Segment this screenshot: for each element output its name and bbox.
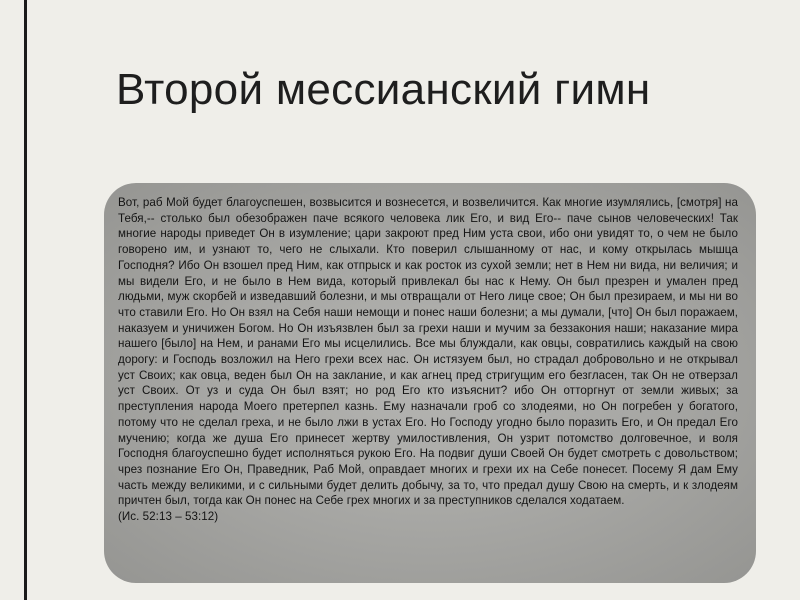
scripture-text-panel: [104, 183, 756, 583]
scripture-body: Вот, раб Мой будет благоуспешен, возвысится и вознесется, и возвеличится. Как многие изумлялись, [смотря] на Тебя,-- столько был обезображен паче всякого человека лик Его, и вид Его-- паче сынов человеческих! Так многие народы приведет Он в изумление; цари закроют пред Ним уста свои, ибо они увидят то, о чем не было говорено им, и узнают то, чего не слыхали. Кто поверил слышанному от нас, и кому открылась мышца Господня? Ибо Он взошел пред Ним, как отпрыск и как росток из сухой земли; нет в Нем ни вида, ни величия; и мы видели Его, и не было в Нем вида, который привлекал бы нас к Нему. Он был презрен и умален пред людьми, муж скорбей и изведавший болезни, и мы отвращали от Него лице свое; Он был презираем, и мы ни во что ставили Его. Но Он взял на Себя наши немощи и понес наши болезни; а мы думали, [что] Он был поражаем, наказуем и уничижен Богом. Но Он изъязвлен был за грехи наши и мучим за беззакония наши; наказание мира нашего [было] на Нем, и ранами Его мы исцелились. Все мы блуждали, как овцы, совратились каждый на свою дорогу: и Господь возложил на Него грехи всех нас. Он истязуем был, но страдал добровольно и не открывал уст Своих; как овца, веден был Он на заклание, и как агнец пред стригущим его безгласен, так Он не отверзал уст Своих. От уз и суда Он был взят; но род Его кто изъяснит? ибо Он отторгнут от земли живых; за преступления народа Моего претерпел казнь. Ему назначали гроб со злодеями, но Он погребен у богатого, потому что не сделал греха, и не было лжи в устах Его. Но Господу угодно было поразить Его, и Он предал Его мучению; когда же душа Его принесет жертву умилостивления, Он узрит потомство долговечное, и воля Господня благоуспешно будет исполняться рукою Его. На подвиг души Своей Он будет смотреть с довольством; чрез познание Его Он, Праведник, Раб Мой, оправдает многих и грехи их на Себе понесет. Посему Я дам Ему часть между великими, и с сильными будет делить добычу, за то, что предал душу Свою на смерть, и к злодеям причтен был, тогда как Он понес на Себе грех многих и за преступников сделался ходатаем.: [118, 196, 738, 508]
scripture-reference: (Ис. 52:13 – 53:12): [118, 510, 219, 524]
left-accent-bar: [24, 0, 27, 600]
scripture-passage: [118, 195, 738, 525]
slide-title: Второй мессианский гимн: [116, 65, 651, 114]
